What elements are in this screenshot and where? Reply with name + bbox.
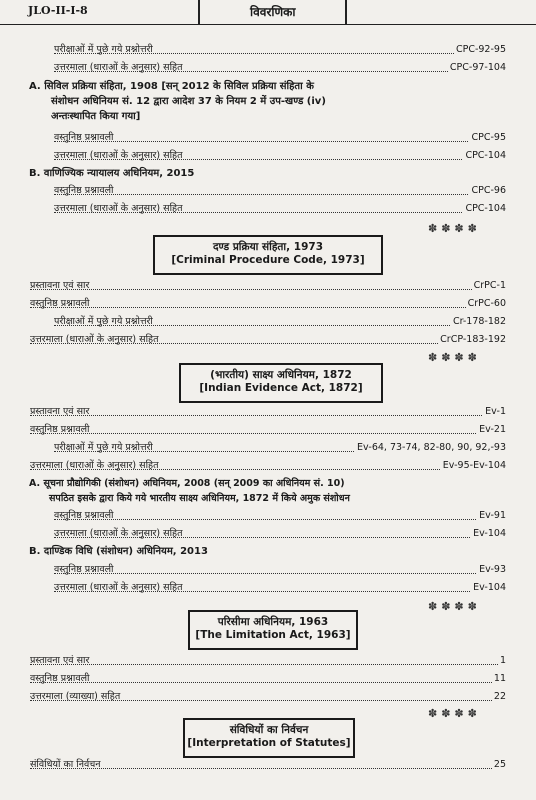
toc-row — [0, 652, 536, 670]
header-divider — [198, 0, 200, 24]
toc-row-page: CPC-95 — [469, 129, 506, 147]
toc-row-label: उत्तरमाला (धाराओं के अनुसार) सहित — [54, 147, 185, 165]
separator-stars: ✽✽✽✽ — [428, 600, 481, 613]
toc-row — [0, 182, 536, 200]
toc-row-label: प्रस्तावना एवं सार — [30, 277, 91, 295]
separator-stars: ✽✽✽✽ — [428, 351, 481, 364]
toc-row — [0, 457, 536, 475]
toc-row-page: 25 — [492, 756, 506, 774]
toc-row-label: उत्तरमाला (धाराओं के अनुसार) सहित — [54, 200, 185, 218]
toc-row-page: Ev-64, 73-74, 82-80, 90, 92,-93 — [355, 439, 506, 457]
leader-dots — [30, 343, 506, 344]
act-title-hindi: परिसीमा अधिनियम, 1963 — [217, 616, 329, 628]
toc-row-page: Ev-1 — [483, 403, 506, 421]
toc-row — [0, 439, 536, 457]
toc-row-label: प्रस्तावना एवं सार — [30, 652, 91, 670]
toc-row — [0, 756, 536, 774]
toc-row-page: Ev-104 — [471, 579, 506, 597]
leader-dots — [54, 519, 506, 520]
toc-row-page: CPC-97-104 — [448, 59, 506, 77]
leader-dots — [30, 664, 506, 665]
act-title-box — [179, 363, 383, 403]
section-heading-line: A. सिविल प्रक्रिया संहिता, 1908 [सन् 2012 के सिविल प्रक्रिया संहिता के — [29, 81, 314, 92]
toc-row — [0, 200, 536, 218]
toc-row — [0, 295, 536, 313]
toc-row-page: CPC-104 — [463, 200, 506, 218]
toc-row-label: उत्तरमाला (धाराओं के अनुसार) सहित — [54, 579, 185, 597]
toc-row — [0, 670, 536, 688]
toc-row — [0, 277, 536, 295]
toc-row-label: वस्तुनिष्ठ प्रश्नावली — [54, 561, 116, 579]
toc-row — [0, 579, 536, 597]
leader-dots — [54, 573, 506, 574]
leader-dots — [30, 307, 506, 308]
toc-row-page: CPC-92-95 — [454, 41, 506, 59]
leader-dots — [30, 433, 506, 434]
toc-row-label: प्रस्तावना एवं सार — [30, 403, 91, 421]
leader-dots — [54, 53, 506, 54]
leader-dots — [30, 700, 506, 701]
toc-row-page: CPC-104 — [463, 147, 506, 165]
page-header — [0, 0, 536, 25]
toc-row-label: उत्तरमाला (धाराओं के अनुसार) सहित — [30, 457, 161, 475]
toc-row — [0, 525, 536, 543]
act-title-box — [183, 718, 355, 758]
act-title-english: [The Limitation Act, 1963] — [195, 629, 351, 641]
act-title-english: [Indian Evidence Act, 1872] — [199, 382, 363, 394]
toc-row-label: वस्तुनिष्ठ प्रश्नावली — [30, 670, 92, 688]
toc-row — [0, 403, 536, 421]
act-title-english: [Criminal Procedure Code, 1973] — [171, 254, 365, 266]
toc-row — [0, 507, 536, 525]
separator-stars: ✽✽✽✽ — [428, 707, 481, 720]
toc-row — [0, 561, 536, 579]
header-divider — [345, 0, 347, 24]
act-title-english: [Interpretation of Statutes] — [187, 737, 351, 749]
leader-dots — [54, 194, 506, 195]
toc-row — [0, 41, 536, 59]
leader-dots — [54, 212, 506, 213]
toc-row — [0, 421, 536, 439]
toc-row-page: 1 — [498, 652, 506, 670]
toc-row-label: उत्तरमाला (धाराओं के अनुसार) सहित — [54, 525, 185, 543]
leader-dots — [30, 682, 506, 683]
leader-dots — [30, 768, 506, 769]
toc-row-label: वस्तुनिष्ठ प्रश्नावली — [54, 507, 116, 525]
toc-row-label: परीक्षाओं में पुछे गये प्रश्नोत्तरी — [54, 313, 155, 331]
leader-dots — [54, 537, 506, 538]
toc-row-label: उत्तरमाला (व्याख्या) सहित — [30, 688, 122, 706]
section-heading: B. वाणिज्यिक न्यायालय अधिनियम, 2015 — [29, 168, 195, 179]
toc-row-label: उत्तरमाला (धाराओं के अनुसार) सहित — [54, 59, 185, 77]
toc-row-label: वस्तुनिष्ठ प्रश्नावली — [30, 295, 92, 313]
toc-row-page: Ev-21 — [477, 421, 506, 439]
leader-dots — [30, 415, 506, 416]
toc-row-page: CrCP-183-192 — [438, 331, 506, 349]
toc-row — [0, 688, 536, 706]
toc-row-page: CrPC-60 — [466, 295, 506, 313]
leader-dots — [54, 141, 506, 142]
act-title-hindi: दण्ड प्रक्रिया संहिता, 1973 — [212, 241, 324, 253]
leader-dots — [54, 159, 506, 160]
section-heading — [29, 476, 509, 506]
act-title-box — [153, 235, 383, 275]
toc-row-page: CPC-96 — [469, 182, 506, 200]
act-title-hindi: (भारतीय) साक्ष्य अधिनियम, 1872 — [210, 369, 352, 381]
toc-row-label: संविधियों का निर्वचन — [30, 756, 103, 774]
separator-stars: ✽✽✽✽ — [428, 222, 481, 235]
toc-row-page: Ev-93 — [477, 561, 506, 579]
leader-dots — [30, 469, 506, 470]
toc-row — [0, 129, 536, 147]
toc-row-page: 22 — [492, 688, 506, 706]
page-code: JLO-II-I-8 — [28, 4, 88, 17]
toc-row — [0, 147, 536, 165]
leader-dots — [54, 325, 506, 326]
toc-row-page: Ev-104 — [471, 525, 506, 543]
section-heading-line: सपठित इसके द्वारा किये गये भारतीय साक्ष्य अधिनियम, 1872 में किये अमुक संशोधन — [49, 493, 350, 504]
toc-row-label: वस्तुनिष्ठ प्रश्नावली — [54, 182, 116, 200]
toc-row — [0, 313, 536, 331]
toc-row-page: Ev-91 — [477, 507, 506, 525]
toc-row-page: CrPC-1 — [472, 277, 506, 295]
page-title: विवरणिका — [250, 5, 296, 19]
toc-row-label: परीक्षाओं में पुछे गये प्रश्नोत्तरी — [54, 439, 155, 457]
toc-row — [0, 59, 536, 77]
toc-row-page: Ev-95-Ev-104 — [441, 457, 506, 475]
toc-row-label: उत्तरमाला (धाराओं के अनुसार) सहित — [30, 331, 161, 349]
act-title-hindi: संविधियों का निर्वचन — [229, 724, 309, 736]
toc-row-label: वस्तुनिष्ठ प्रश्नावली — [30, 421, 92, 439]
toc-row-page: 11 — [492, 670, 506, 688]
section-heading — [29, 79, 509, 124]
toc-row-label: वस्तुनिष्ठ प्रश्नावली — [54, 129, 116, 147]
toc-row — [0, 331, 536, 349]
section-heading-line: अन्तःस्थापित किया गया] — [51, 111, 141, 122]
section-heading: B. दाण्डिक विधि (संशोधन) अधिनियम, 2013 — [29, 546, 208, 557]
act-title-box — [188, 610, 358, 650]
toc-row-label: परीक्षाओं में पुछे गये प्रश्नोत्तरी — [54, 41, 155, 59]
section-heading-line: संशोधन अधिनियम सं. 12 द्वारा आदेश 37 के नियम 2 में उप-खण्ड (iv) — [51, 96, 326, 107]
section-heading-line: A. सूचना प्रौद्योगिकी (संशोधन) अधिनियम, 2008 (सन् 2009 का अधिनियम सं. 10) — [29, 478, 345, 489]
leader-dots — [54, 71, 506, 72]
leader-dots — [30, 289, 506, 290]
toc-row-page: Cr-178-182 — [451, 313, 506, 331]
leader-dots — [54, 591, 506, 592]
